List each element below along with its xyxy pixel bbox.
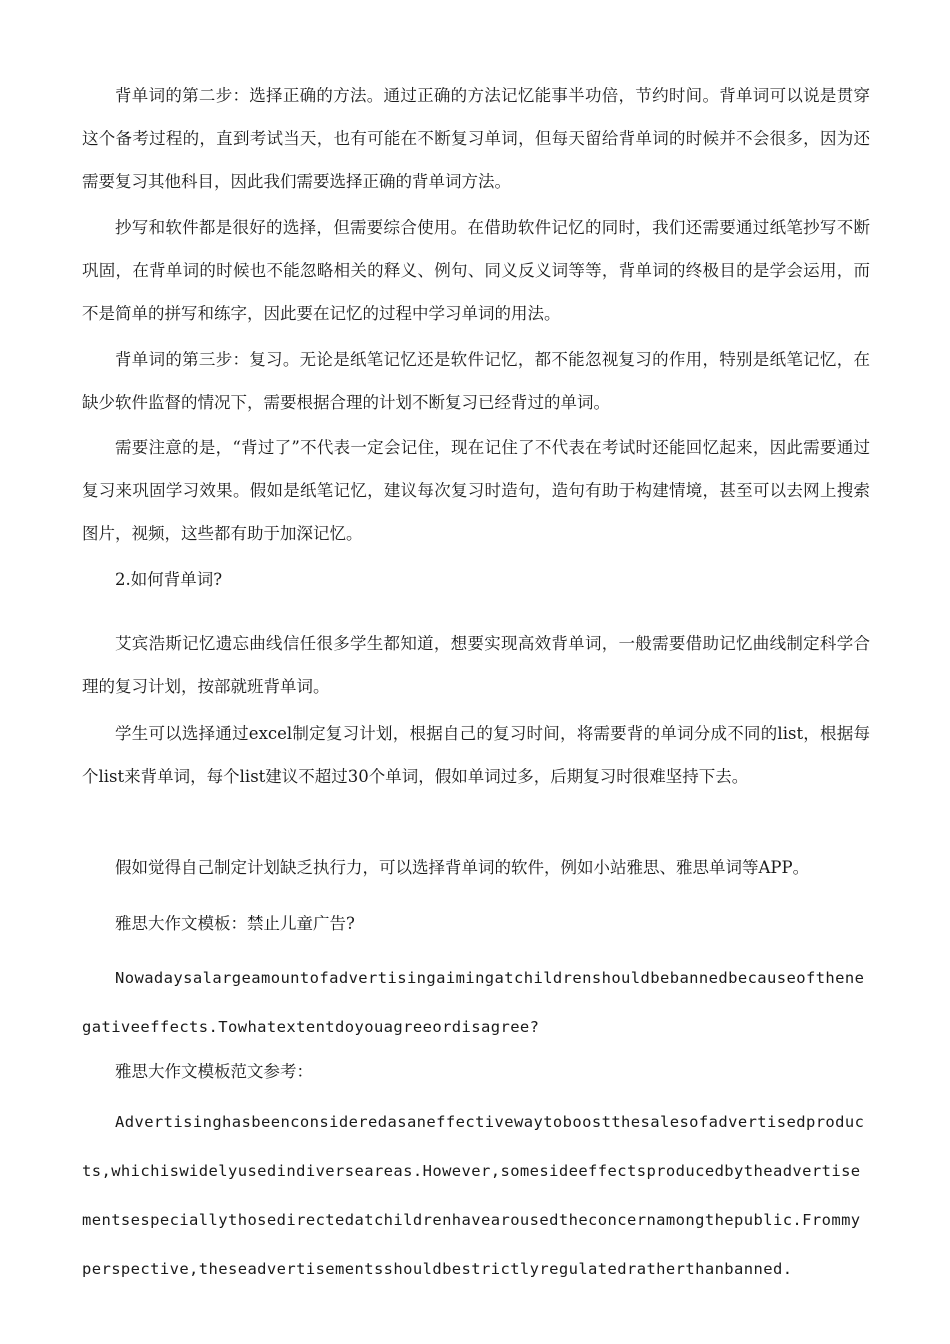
paragraph-vocab-step-three: 背单词的第三步：复习。无论是纸笔记忆还是软件记忆，都不能忽视复习的作用，特别是纸笔记忆，在缺少软件监督的情况下，需要根据合理的计划不断复习已经背过的单词。 xyxy=(82,350,870,412)
paragraph-vocab-apps: 假如觉得自己制定计划缺乏执行力，可以选择背单词的软件，例如小站雅思、雅思单词等APP。 xyxy=(115,858,810,877)
sample-essay-heading: 雅思大作文模板范文参考： xyxy=(115,1062,313,1081)
section-heading-how-to-memorize: 2.如何背单词? xyxy=(115,570,223,589)
paragraph-excel-plan: 学生可以选择通过excel制定复习计划，根据自己的复习时间，将需要背的单词分成不同的list，根据每个list来背单词，每个list建议不超过30个单词，假如单词过多，后期复习时很难坚持下去。 xyxy=(82,724,870,786)
paragraph-forgetting-curve: 艾宾浩斯记忆遗忘曲线信任很多学生都知道，想要实现高效背单词，一般需要借助记忆曲线制定科学合理的复习计划，按部就班背单词。 xyxy=(82,634,870,696)
essay-template-title: 雅思大作文模板：禁止儿童广告? xyxy=(115,914,355,933)
sample-essay-text: Advertisinghasbeenconsideredasaneffectivewaytoboostthesalesofadvertisedproducts,whichiswidelyusedindiverseareas.However,somesideeffectsproducedbytheadvertisementsespeciallythosedirectedatchildrenhavearousedtheconcernamongthepublic.Frommyperspective,theseadvertisementsshouldbestrictlyregulatedratherthanbanned. xyxy=(82,1113,865,1278)
paragraph-copying-and-software: 抄写和软件都是很好的选择，但需要综合使用。在借助软件记忆的同时，我们还需要通过纸笔抄写不断巩固，在背单词的时候也不能忽略相关的释义、例句、同义反义词等等，背单词的终极目的是学会运用，而不是简单的拼写和练字，因此要在记忆的过程中学习单词的用法。 xyxy=(82,218,870,323)
paragraph-review-note: 需要注意的是，“背过了”不代表一定会记住，现在记住了不代表在考试时还能回忆起来，因此需要通过复习来巩固学习效果。假如是纸笔记忆，建议每次复习时造句，造句有助于构建情境，甚至可以去网上搜索图片，视频，这些都有助于加深记忆。 xyxy=(82,438,870,543)
essay-prompt: Nowadaysalargeamountofadvertisingaimingatchildrenshouldbebannedbecauseofthenegativeeffects.Towhatextentdoyouagreeordisagree? xyxy=(82,969,865,1036)
paragraph-vocab-step-two: 背单词的第二步：选择正确的方法。通过正确的方法记忆能事半功倍，节约时间。背单词可以说是贯穿这个备考过程的，直到考试当天，也有可能在不断复习单词，但每天留给背单词的时候并不会很多，因为还需要复习其他科目，因此我们需要选择正确的背单词方法。 xyxy=(82,86,870,191)
